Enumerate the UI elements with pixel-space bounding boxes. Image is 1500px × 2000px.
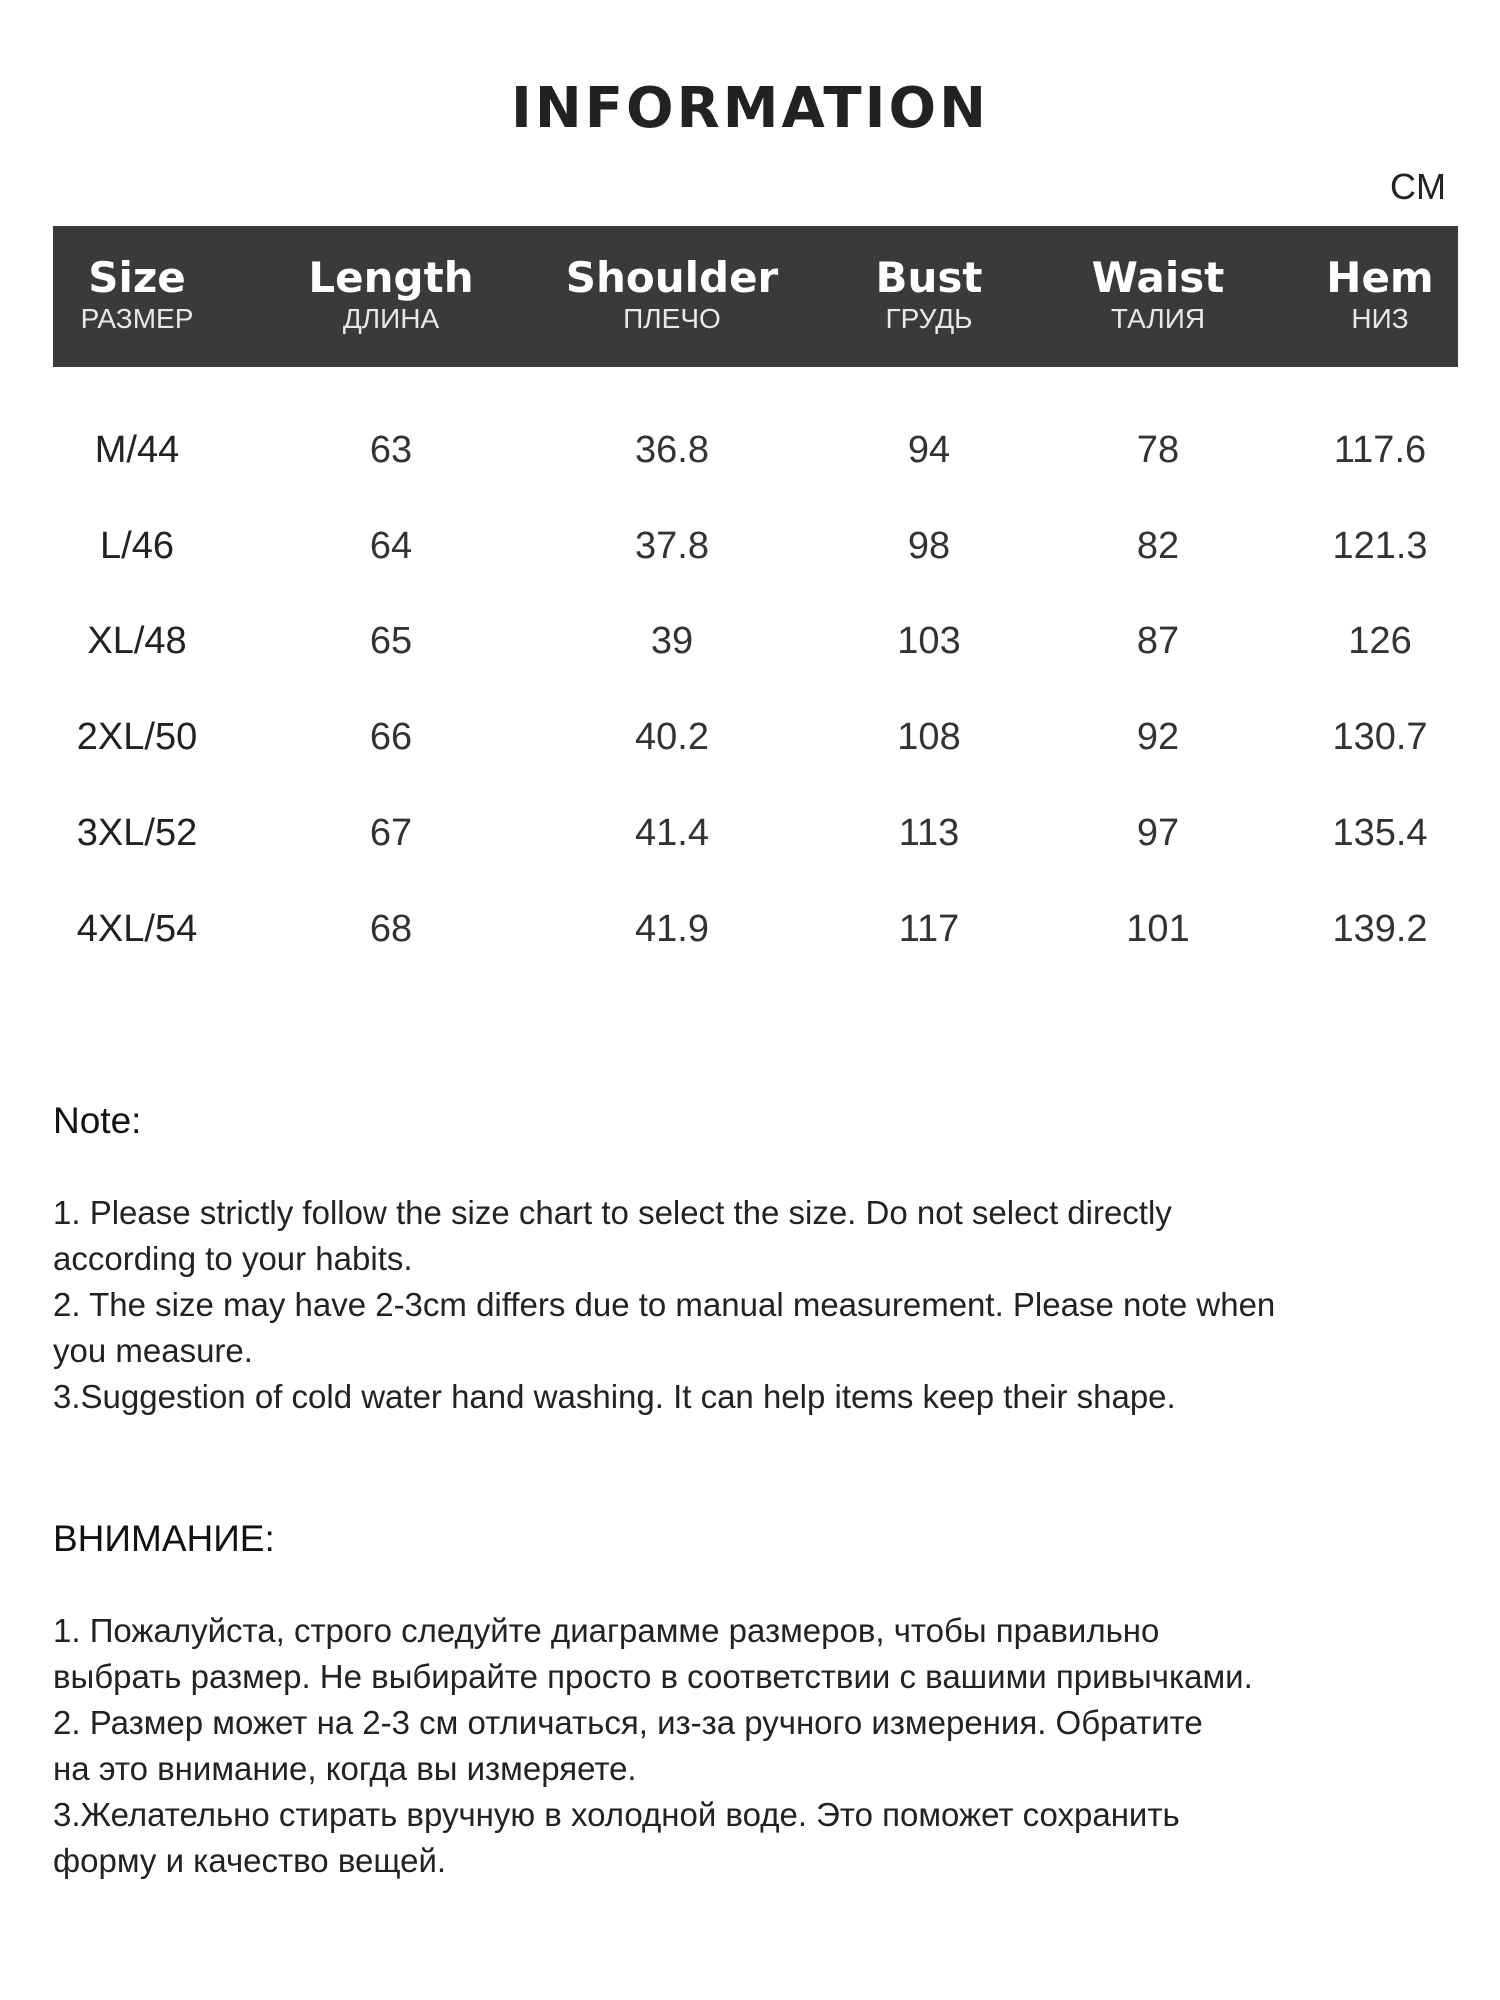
cell-shoulder: 36.8 (635, 429, 709, 471)
header-size-ru: РАЗМЕР (80, 303, 194, 334)
attention-line: выбрать размер. Не выбирайте просто в соответствии с вашими привычками. (53, 1658, 1253, 1695)
header-length-ru: ДЛИНА (342, 303, 440, 334)
attention-line: 3.Желательно стирать вручную в холодной воде. Это поможет сохранить (53, 1796, 1180, 1833)
unit-label: CM (1390, 166, 1446, 207)
header-hem-ru: НИЗ (1351, 303, 1409, 334)
attention-line: 1. Пожалуйста, строго следуйте диаграмме размеров, чтобы правильно (53, 1612, 1160, 1649)
header-length-en: Length (308, 253, 474, 302)
table-row (0, 611, 1500, 671)
note-heading: Note: (53, 1100, 142, 1141)
table-row (0, 707, 1500, 767)
header-length (308, 226, 473, 367)
cell-bust: 113 (898, 812, 960, 854)
attention-line: на это внимание, когда вы измеряете. (53, 1750, 637, 1787)
cell-shoulder: 39 (650, 620, 694, 662)
header-size (81, 226, 194, 367)
cell-hem: 135.4 (1332, 812, 1428, 854)
cell-shoulder: 41.9 (635, 908, 709, 950)
header-hem-en: Hem (1326, 253, 1434, 302)
cell-bust: 103 (897, 620, 961, 662)
cell-bust: 108 (897, 716, 961, 758)
header-waist-en: Waist (1091, 253, 1225, 302)
cell-size: XL/48 (87, 620, 187, 662)
cell-length: 68 (369, 908, 413, 950)
note-text (53, 1190, 1473, 1420)
cell-size: M/44 (94, 429, 180, 471)
note-line: 1. Please strictly follow the size chart to select the size. Do not select directly (53, 1194, 1172, 1231)
header-waist-ru: ТАЛИЯ (1110, 303, 1206, 334)
cell-hem: 117.6 (1333, 429, 1427, 471)
cell-bust: 98 (907, 525, 951, 567)
cell-waist: 92 (1136, 716, 1180, 758)
attention-text (53, 1608, 1473, 1884)
cell-size: 4XL/54 (76, 908, 198, 950)
header-waist (1092, 226, 1225, 367)
header-shoulder-ru: ПЛЕЧО (623, 303, 721, 334)
cell-length: 63 (369, 429, 413, 471)
cell-hem: 126 (1348, 620, 1412, 662)
header-shoulder-en: Shoulder (565, 253, 779, 302)
size-table-header (53, 226, 1458, 367)
header-bust (876, 226, 983, 367)
cell-length: 64 (369, 525, 413, 567)
note-line: 2. The size may have 2-3cm differs due to manual measurement. Please note when (53, 1286, 1276, 1323)
table-row (0, 420, 1500, 480)
cell-length: 67 (369, 812, 413, 854)
cell-shoulder: 37.8 (635, 525, 709, 567)
table-row (0, 803, 1500, 863)
cell-length: 65 (369, 620, 413, 662)
note-line: according to your habits. (53, 1240, 413, 1277)
header-bust-ru: ГРУДЬ (885, 303, 973, 334)
cell-size: 2XL/50 (76, 716, 198, 758)
attention-line: форму и качество вещей. (53, 1842, 447, 1879)
attention-line: 2. Размер может на 2-3 см отличаться, из-за ручного измерения. Обратите (53, 1704, 1203, 1741)
cell-waist: 101 (1126, 908, 1190, 950)
attention-heading: ВНИМАНИЕ: (53, 1518, 275, 1559)
cell-waist: 97 (1136, 812, 1180, 854)
cell-bust: 94 (907, 429, 951, 471)
header-shoulder (566, 226, 779, 367)
cell-size: L/46 (100, 525, 174, 567)
table-row (0, 516, 1500, 576)
cell-bust: 117 (898, 908, 960, 950)
cell-hem: 139.2 (1332, 908, 1428, 950)
cell-length: 66 (369, 716, 413, 758)
note-line: you measure. (53, 1332, 253, 1369)
cell-waist: 87 (1136, 620, 1180, 662)
cell-hem: 130.7 (1332, 716, 1428, 758)
page-title: INFORMATION (511, 76, 989, 141)
cell-shoulder: 40.2 (635, 716, 709, 758)
cell-shoulder: 41.4 (635, 812, 709, 854)
note-line: 3.Suggestion of cold water hand washing. It can help items keep their shape. (53, 1378, 1176, 1415)
cell-hem: 121.3 (1332, 525, 1428, 567)
cell-size: 3XL/52 (76, 812, 198, 854)
header-hem (1326, 226, 1433, 367)
header-size-en: Size (88, 253, 186, 302)
cell-waist: 78 (1136, 429, 1180, 471)
table-row (0, 899, 1500, 959)
header-bust-en: Bust (875, 253, 983, 302)
cell-waist: 82 (1136, 525, 1180, 567)
